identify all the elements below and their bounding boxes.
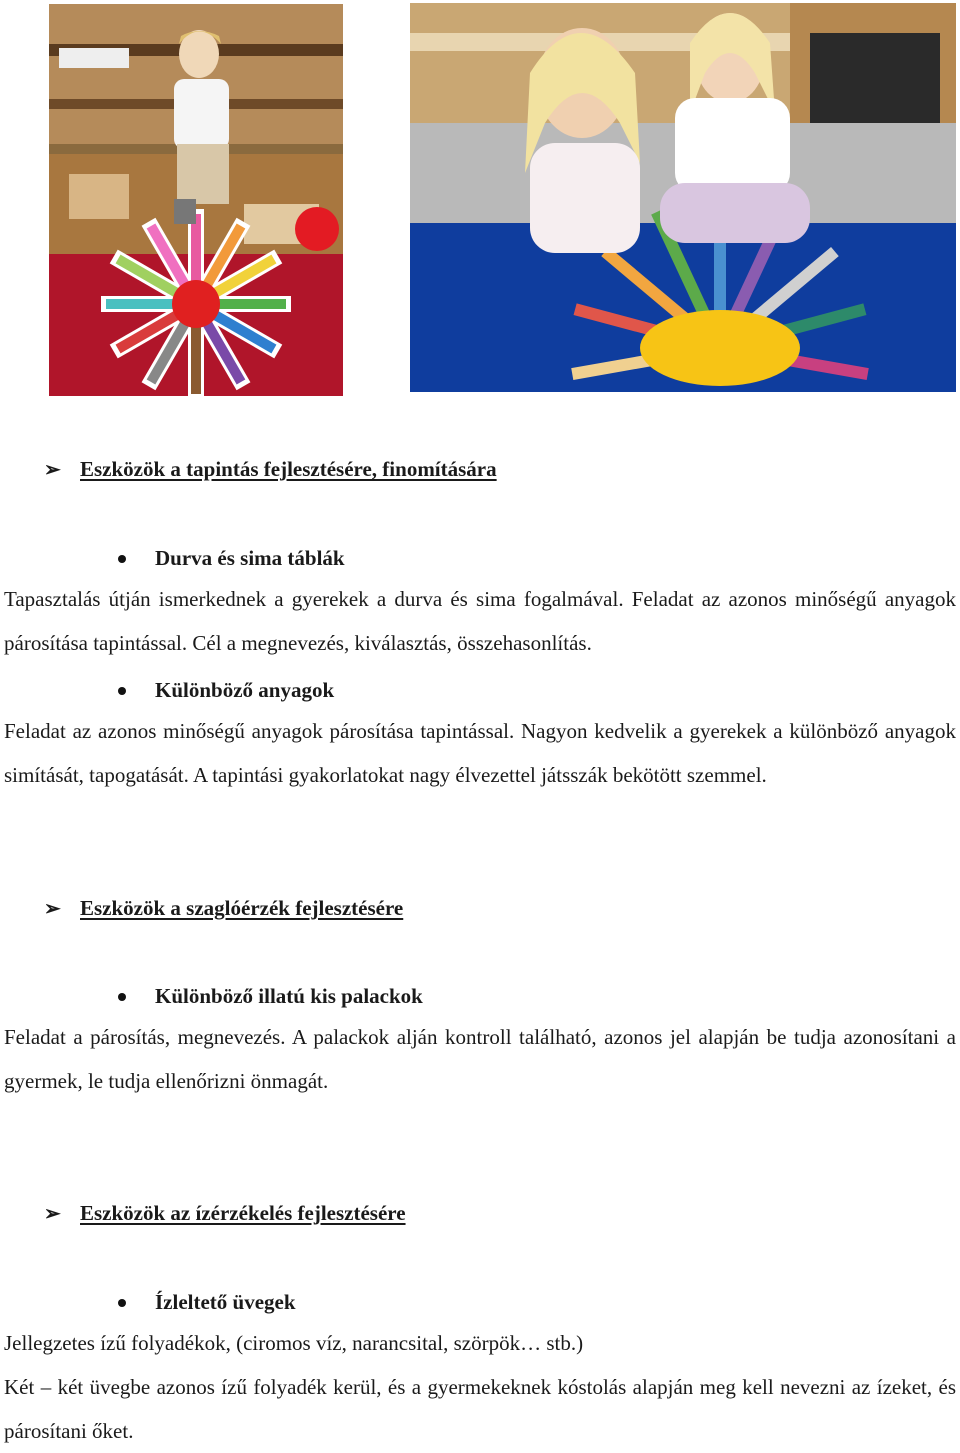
section-heading-taste (44, 1200, 406, 1227)
bullet-item-title: Különböző illatú kis palackok (155, 984, 423, 1008)
section-heading-smell (44, 895, 403, 922)
paragraph-taste-line1: Jellegzetes ízű folyadékok, (ciromos víz, narancsital, szörpök… stb.) (4, 1331, 584, 1355)
bullet-dot-icon (118, 555, 126, 563)
bullet-dot-icon (118, 1299, 126, 1307)
bullet-dot-icon (118, 687, 126, 695)
photo-right (410, 3, 956, 392)
paragraph-scent-bottles: Feladat a párosítás, megnevezés. A palackok alján kontroll található, azonos jel alapján be tudja azonosítani a gyermek, le tudja ellenőrizni önmagát. (4, 1025, 956, 1093)
boy-with-color-tablets-image (49, 4, 343, 396)
paragraph-rough-smooth: Tapasztalás útján ismerkednek a gyerekek a durva és sima fogalmával. Feladat az azonos minőségű anyagok párosítása tapintással. Cél a megnevezés, kiválasztás, összehasonlítás. (4, 587, 956, 655)
section-heading-tactile (44, 456, 497, 483)
arrow-bullet-icon: ➢ (44, 1203, 61, 1225)
photo-left (49, 4, 343, 396)
girls-with-color-tablets-image (410, 3, 956, 392)
section-heading-text: Eszközök a tapintás fejlesztésére, finomítására (80, 457, 497, 481)
bullet-dot-icon (118, 993, 126, 1001)
bullet-item-title: Ízleltető üvegek (155, 1290, 296, 1314)
paragraph-taste-glasses: Két – két üvegbe azonos ízű folyadék kerül, és a gyermekeknek kóstolás alapján meg kell nevezni az ízeket, és párosítani őket. (4, 1375, 956, 1443)
bullet-item-title: Különböző anyagok (155, 678, 335, 702)
arrow-bullet-icon: ➢ (44, 898, 61, 920)
bullet-item-title: Durva és sima táblák (155, 546, 345, 570)
section-heading-text: Eszközök a szaglóérzék fejlesztésére (80, 896, 404, 920)
section-heading-text: Eszközök az ízérzékelés fejlesztésére (80, 1201, 406, 1225)
arrow-bullet-icon: ➢ (44, 459, 61, 481)
paragraph-materials: Feladat az azonos minőségű anyagok párosítása tapintással. Nagyon kedvelik a gyerekek a különböző anyagok simítását, tapogatását. A tapintási gyakorlatokat nagy élvezettel játsszák bekötött szemmel. (4, 719, 956, 787)
